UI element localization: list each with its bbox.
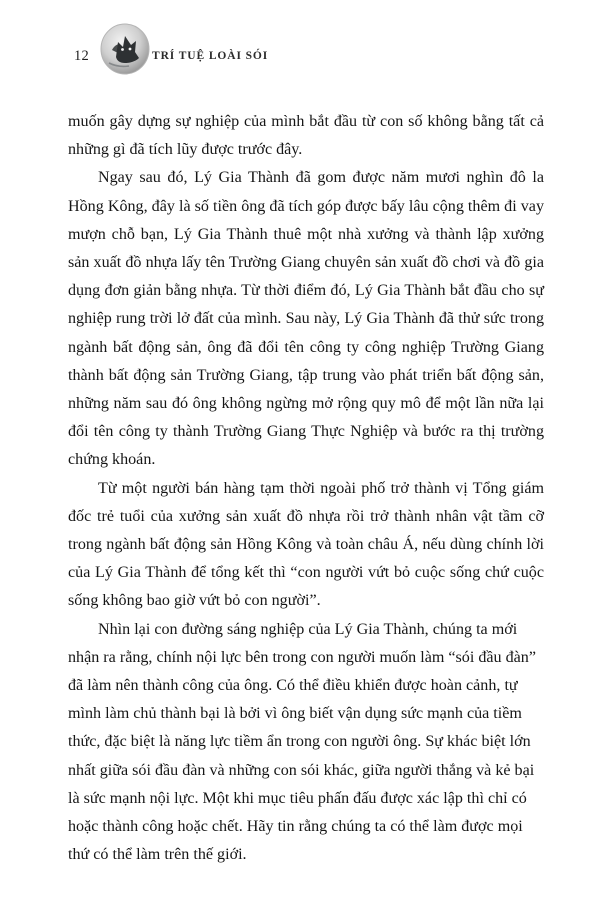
running-title: TRÍ TUỆ LOÀI SÓI [152,50,269,62]
page-number: 12 [74,48,89,64]
page-header [0,30,612,86]
paragraph: Ngay sau đó, Lý Gia Thành đã gom được năm mươi nghìn đô la Hồng Kông, đây là số tiền ông đã tích góp được bấy lâu cộng thêm đi vay mượn chỗ bạn, Lý Gia Thành thuê một nhà xưởng và thành lập xưởng sản xuất đồ nhựa lấy tên Trường Giang chuyên sản xuất đồ chơi và đồ gia dụng đơn giản bằng nhựa. Từ thời điểm đó, Lý Gia Thành bắt đầu cho sự nghiệp rung trời lở đất của mình. Sau này, Lý Gia Thành đã thử sức trong ngành bất động sản, ông đã đổi tên công ty công nghiệp Trường Giang thành bất động sản Trường Giang, tập trung vào phát triển bất động sản, những năm sau đó ông không ngừng mở rộng quy mô để một lần nữa lại đổi tên công ty thành Trường Giang Thực Nghiệp và bước ra thị trường chứng khoán. [68,169,544,469]
paragraph: Nhìn lại con đường sáng nghiệp của Lý Gia Thành, chúng ta mới nhận ra rằng, chính nội lực bên trong con người muốn làm “sói đầu đàn” đã làm nên thành công của ông. Có thể điều khiển được hoàn cảnh, tự mình làm chủ thành bại là bởi vì ông biết vận dụng sức mạnh của tiềm thức, đặc biệt là năng lực tiềm ẩn trong con người ông. Sự khác biệt lớn nhất giữa sói đầu đàn và những con sói khác, giữa người thắng và kẻ bại là sức mạnh nội lực. Một khi mục tiêu phấn đấu được xác lập thì chỉ có hoặc thành công hoặc chết. Hãy tin rằng chúng ta có thể làm được mọi thứ có thể làm trên thế giới. [68,620,536,864]
paragraph: muốn gây dựng sự nghiệp của mình bắt đầu từ con số không bằng tất cả những gì đã tích lũy được trước đây. [68,113,544,159]
wolf-head-icon [98,22,152,76]
body-text [68,108,544,869]
paragraph: Từ một người bán hàng tạm thời ngoài phố trở thành vị Tổng giám đốc trẻ tuổi của xưởng sản xuất đồ nhựa rồi trở thành nhân vật tầm cỡ trong ngành bất động sản Hồng Kông và toàn châu Á, nếu dùng chính lời của Lý Gia Thành để tổng kết thì “con người vứt bỏ cuộc sống chứ cuộc sống không bao giờ vứt bỏ con người”. [68,479,544,610]
